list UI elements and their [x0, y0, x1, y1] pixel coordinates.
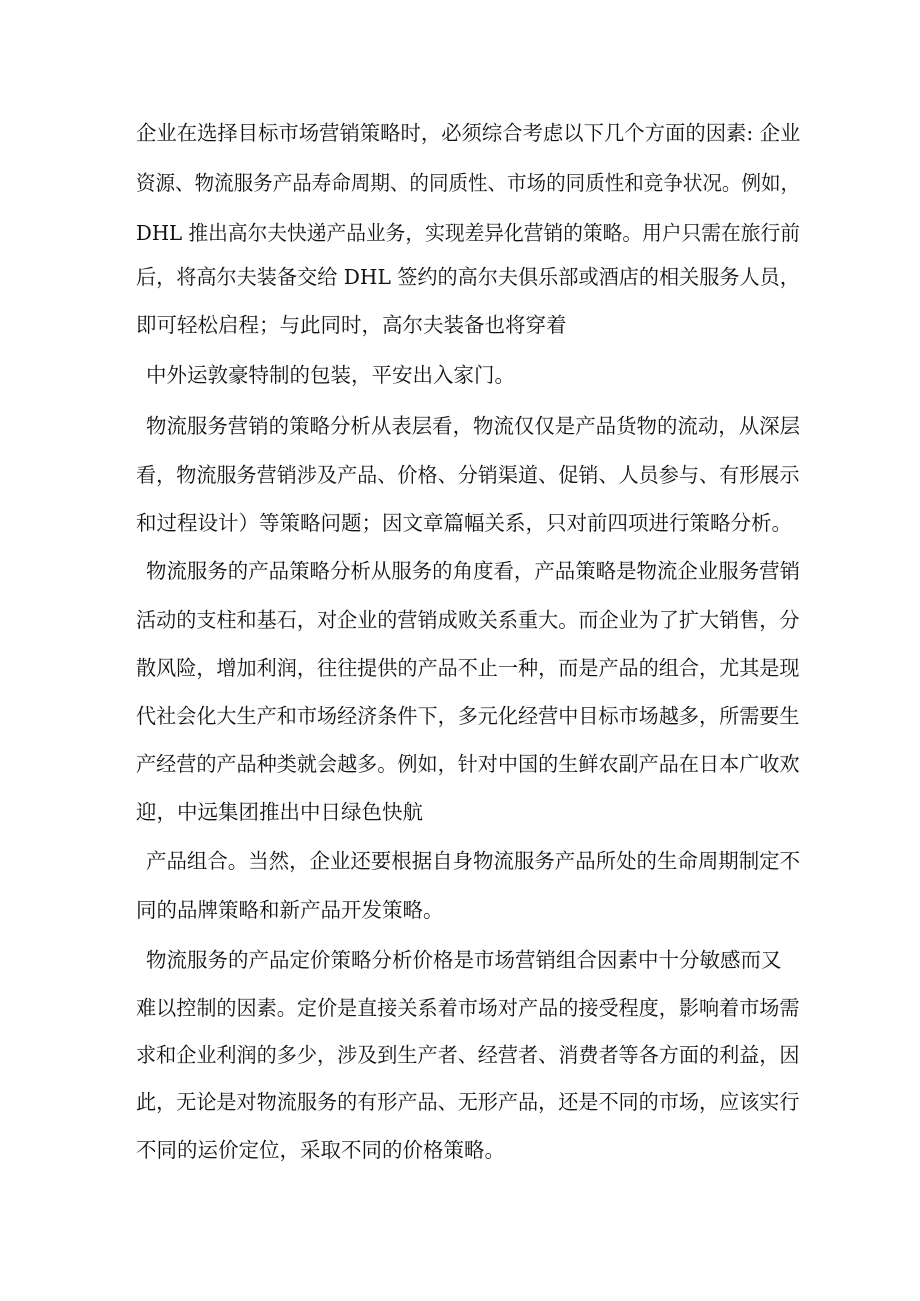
text-line: 即可轻松启程；与此同时，高尔夫装备也将穿着	[136, 313, 567, 337]
text-line: 资源、物流服务产品寿命周期、的同质性、市场的同质性和竞争状况。例如，	[136, 171, 801, 195]
text-line: 此，无论是对物流服务的有形产品、无形产品，还是不同的市场，应该实行	[136, 1090, 800, 1114]
text-line: 活动的支柱和基石，对企业的营销成败关系重大。而企业为了扩大销售，分	[136, 608, 800, 632]
text-line: 迎，中远集团推出中日绿色快航	[136, 800, 423, 824]
text-line: 产品组合。当然，企业还要根据自身物流服务产品所处的生命周期制定不	[146, 849, 801, 873]
text-line: 产经营的产品种类就会越多。例如，针对中国的生鲜农副产品在日本广收欢	[136, 752, 800, 776]
text-line: 求和企业利润的多少，涉及到生产者、经营者、消费者等各方面的利益，因	[136, 1043, 800, 1067]
text-line: 物流服务营销的策略分析从表层看，物流仅仅是产品货物的流动，从深层	[146, 414, 801, 438]
text-line: 物流服务的产品定价策略分析价格是市场营销组合因素中十分敏感而又	[146, 948, 782, 972]
text-line: 和过程设计）等策略问题；因文章篇幅关系，只对前四项进行策略分析。	[136, 511, 792, 535]
text-line: 企业在选择目标市场营销策略时，必须综合考虑以下几个方面的因素: 企业	[136, 121, 801, 145]
text-line: 代社会化大生产和市场经济条件下，多元化经营中目标市场越多，所需要生	[136, 704, 800, 728]
text-line: 后，将高尔夫装备交给 DHL 签约的高尔夫俱乐部或酒店的相关服务人员，	[136, 265, 800, 289]
text-line: 难以控制的因素。定价是直接关系着市场对产品的接受程度，影响着市场需	[136, 996, 800, 1020]
text-line: 看，物流服务营销涉及产品、价格、分销渠道、促销、人员参与、有形展示	[136, 463, 800, 487]
text-line: 同的品牌策略和新产品开发策略。	[136, 898, 444, 922]
text-line: 散风险，增加利润，往往提供的产品不止一种，而是产品的组合，尤其是现	[136, 656, 800, 680]
text-line: 不同的运价定位，采取不同的价格策略。	[136, 1138, 505, 1162]
text-line: DHL 推出高尔夫快递产品业务，实现差异化营销的策略。用户只需在旅行前	[136, 221, 800, 245]
text-line: 物流服务的产品策略分析从服务的角度看，产品策略是物流企业服务营销	[146, 559, 801, 583]
text-line: 中外运敦豪特制的包装，平安出入家门。	[146, 363, 515, 387]
